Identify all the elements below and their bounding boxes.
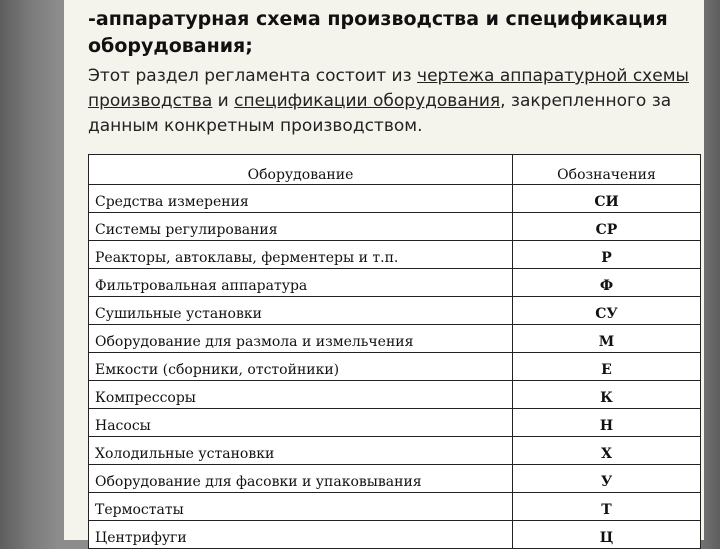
equipment-cell: Реакторы, автоклавы, ферментеры и т.п.	[89, 241, 513, 269]
table-row	[89, 465, 701, 493]
table-row	[89, 521, 701, 549]
designation-cell: Р	[513, 241, 701, 269]
equipment-cell: Центрифуги	[89, 521, 513, 549]
scheme-drawing-link[interactable]: чертежа аппаратурной схемы производства	[88, 66, 689, 111]
equipment-spec-link[interactable]: спецификации оборудования	[234, 91, 501, 111]
table-row	[89, 325, 701, 353]
designation-cell: К	[513, 381, 701, 409]
designation-cell: Х	[513, 437, 701, 465]
slide-heading: -аппаратурная схема производства и спецификация оборудования;	[88, 8, 668, 57]
equipment-cell: Оборудование для фасовки и упаковывания	[89, 465, 513, 493]
equipment-cell: Средства измерения	[89, 185, 513, 213]
table-row	[89, 241, 701, 269]
designation-cell: Н	[513, 409, 701, 437]
equipment-cell: Термостаты	[89, 493, 513, 521]
description-paragraph	[88, 64, 698, 139]
table-header-row	[89, 155, 701, 185]
equipment-cell: Системы регулирования	[89, 213, 513, 241]
table-row	[89, 437, 701, 465]
designation-cell: СИ	[513, 185, 701, 213]
equipment-table	[88, 154, 701, 549]
table-row	[89, 381, 701, 409]
paragraph-text-2: и	[212, 91, 235, 111]
equipment-cell: Сушильные установки	[89, 297, 513, 325]
table-row	[89, 185, 701, 213]
equipment-cell: Фильтровальная аппаратура	[89, 269, 513, 297]
paragraph-text-3: , закрепленного за данным конкретным производством.	[88, 91, 672, 136]
designation-cell: Т	[513, 493, 701, 521]
designation-cell: У	[513, 465, 701, 493]
table-row	[89, 409, 701, 437]
designation-cell: СУ	[513, 297, 701, 325]
designation-cell: Е	[513, 353, 701, 381]
slide	[64, 0, 704, 546]
designation-cell: М	[513, 325, 701, 353]
equipment-cell: Компрессоры	[89, 381, 513, 409]
designation-cell: Ф	[513, 269, 701, 297]
header-designation: Обозначения	[513, 155, 701, 185]
table-row	[89, 269, 701, 297]
table-row	[89, 297, 701, 325]
designation-cell: СР	[513, 213, 701, 241]
equipment-cell: Емкости (сборники, отстойники)	[89, 353, 513, 381]
header-equipment: Оборудование	[89, 155, 513, 185]
table-row	[89, 493, 701, 521]
paragraph-text-1: Этот раздел регламента состоит из	[88, 66, 418, 86]
equipment-cell: Оборудование для размола и измельчения	[89, 325, 513, 353]
equipment-cell: Холодильные установки	[89, 437, 513, 465]
designation-cell: Ц	[513, 521, 701, 549]
table-row	[89, 353, 701, 381]
table-row	[89, 213, 701, 241]
equipment-cell: Насосы	[89, 409, 513, 437]
